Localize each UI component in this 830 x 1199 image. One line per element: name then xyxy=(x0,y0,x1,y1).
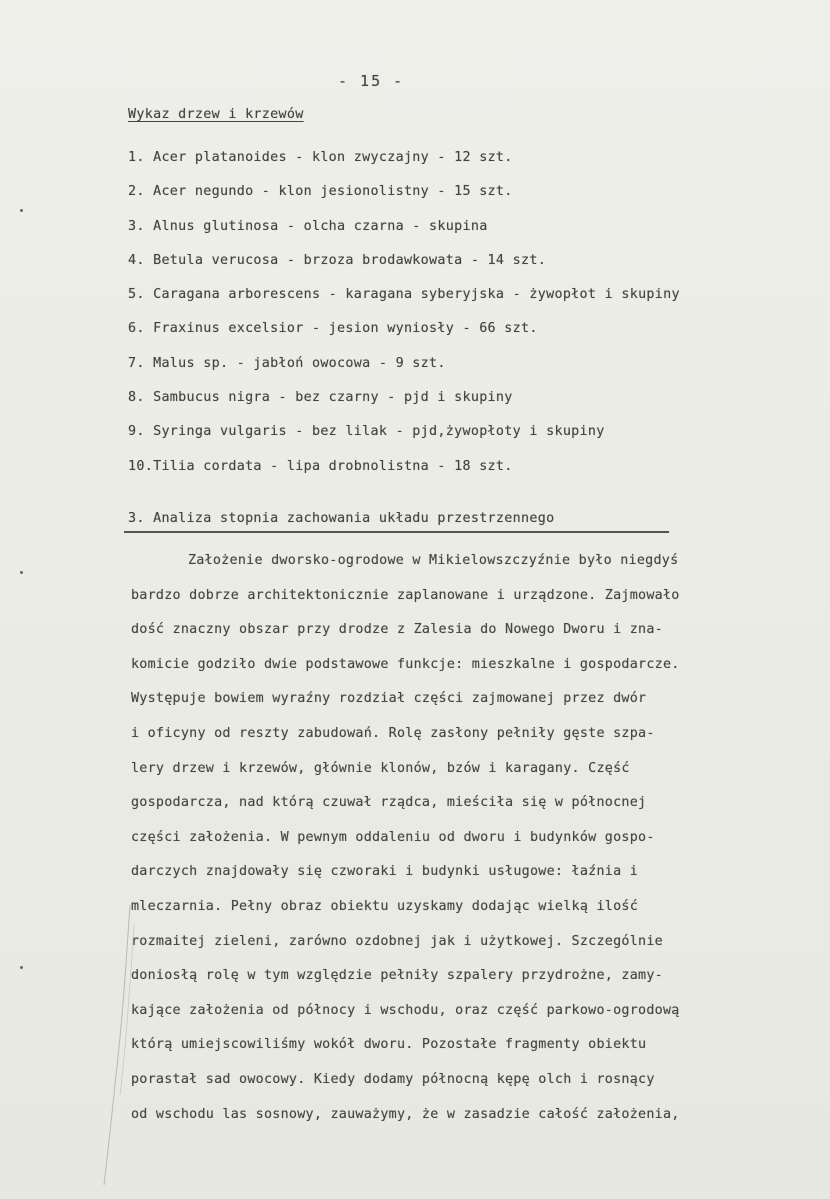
paragraph-line: którą umiejscowiliśmy wokół dworu. Pozostałe fragmenty obiektu xyxy=(131,1037,647,1053)
punch-hole-dot xyxy=(20,966,23,969)
paragraph-line: i oficyny od reszty zabudowań. Rolę zasłony pełniły gęste szpa- xyxy=(131,726,655,741)
paragraph-line: porastał sad owocowy. Kiedy dodamy północną kępę olch i rosnący xyxy=(131,1072,655,1087)
paragraph-line: rozmaitej zieleni, zarówno ozdobnej jak i użytkowej. Szczególnie xyxy=(131,933,663,949)
list-item: 7. Malus sp. - jabłoń owocowa - 9 szt. xyxy=(128,355,446,371)
punch-hole-dot xyxy=(20,571,23,574)
list-item: 4. Betula verucosa - brzoza brodawkowata - 14 szt. xyxy=(128,252,547,268)
paragraph-line: komicie godziło dwie podstawowe funkcje: mieszkalne i gospodarcze. xyxy=(131,656,680,672)
margin-pencil-mark xyxy=(100,905,140,1185)
paragraph-line: kające założenia od północy i wschodu, oraz część parkowo-ogrodową xyxy=(131,1002,680,1018)
paragraph-line: od wschodu las sosnowy, zauważymy, że w zasadzie całość założenia, xyxy=(131,1106,680,1122)
paragraph-line: darczych znajdowały się czworaki i budynki usługowe: łaźnia i xyxy=(131,864,639,880)
tree-shrub-list xyxy=(128,150,680,493)
list-item: 9. Syringa vulgaris - bez lilak - pjd,żywopłoty i skupiny xyxy=(128,424,605,440)
paragraph-line: lery drzew i krzewów, głównie klonów, bzów i karagany. Część xyxy=(131,760,630,776)
paragraph-line: Założenie dworsko-ogrodowe w Mikielowszczyźnie było niegdyś xyxy=(188,553,679,568)
paragraph-line: bardzo dobrze architektonicznie zaplanowane i urządzone. Zajmowało xyxy=(131,587,680,603)
list-item: 5. Caragana arborescens - karagana syberyjska - żywopłot i skupiny xyxy=(128,287,680,303)
section-heading-underline xyxy=(124,531,669,533)
list-item: 8. Sambucus nigra - bez czarny - pjd i skupiny xyxy=(128,390,513,406)
paragraph-line: dość znaczny obszar przy drodze z Zalesia do Nowego Dworu i zna- xyxy=(131,622,663,638)
paragraph-line: mleczarnia. Pełny obraz obiektu uzyskamy dodając wielką ilość xyxy=(131,899,639,914)
list-heading: Wykaz drzew i krzewów xyxy=(128,107,304,122)
paragraph-line: Występuje bowiem wyraźny rozdział części zajmowanej przez dwór xyxy=(131,691,647,707)
list-item: 6. Fraxinus excelsior - jesion wyniosły - 66 szt. xyxy=(128,321,538,337)
list-item: 1. Acer platanoides - klon zwyczajny - 12 szt. xyxy=(128,150,513,165)
paragraph-line: części założenia. W pewnym oddaleniu od dworu i budynków gospo- xyxy=(131,829,655,845)
paragraph-line: doniosłą rolę w tym względzie pełniły szpalery przydrożne, zamy- xyxy=(131,968,663,984)
page-number: - 15 - xyxy=(338,72,405,90)
list-item: 2. Acer negundo - klon jesionolistny - 15 szt. xyxy=(128,184,513,200)
punch-hole-dot xyxy=(20,209,23,212)
list-item: 10.Tilia cordata - lipa drobnolistna - 18 szt. xyxy=(128,458,513,474)
section-heading: 3. Analiza stopnia zachowania układu przestrzennego xyxy=(128,511,555,526)
paragraph-line: gospodarcza, nad którą czuwał rządca, mieściła się w północnej xyxy=(131,795,647,811)
list-item: 3. Alnus glutinosa - olcha czarna - skupina xyxy=(128,218,488,234)
